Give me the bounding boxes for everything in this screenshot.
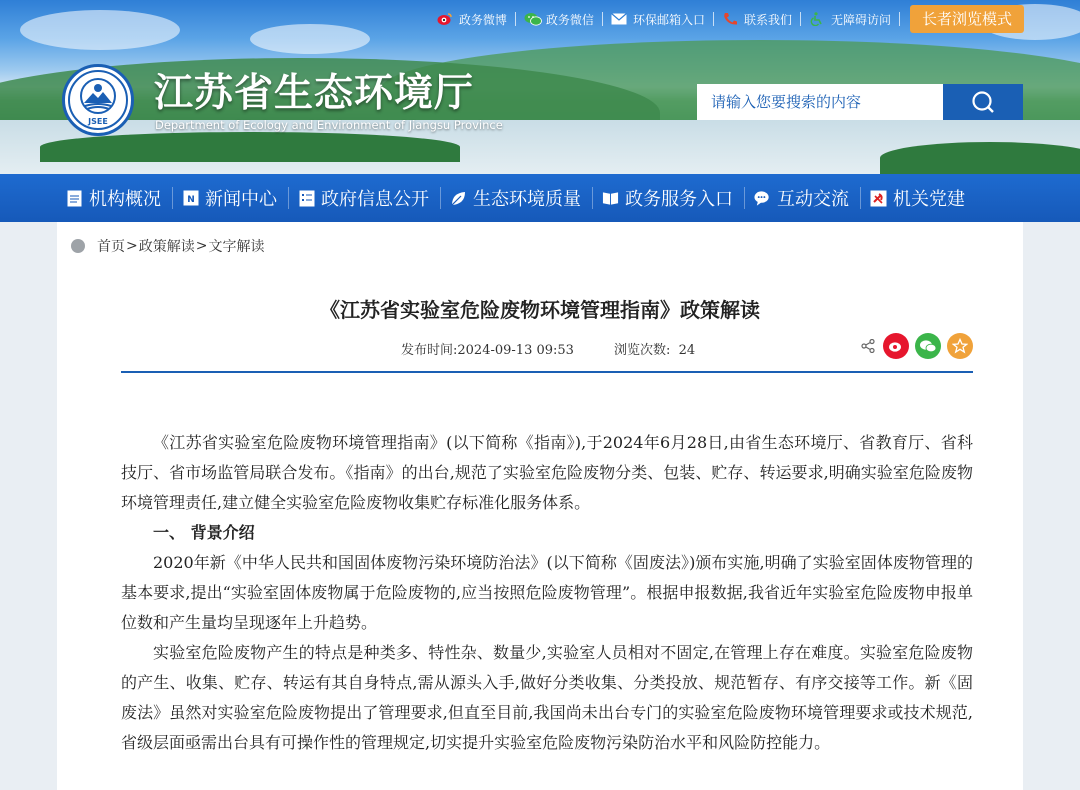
breadcrumb-separator: >	[195, 238, 208, 254]
news-icon	[182, 190, 199, 207]
leaf-icon	[450, 190, 467, 207]
search-box	[697, 84, 1023, 120]
nav-item-news[interactable]	[182, 187, 289, 209]
jsee-emblem-icon	[67, 69, 129, 131]
weibo-icon	[437, 12, 453, 26]
nav-item-party[interactable]	[870, 187, 976, 209]
breadcrumb	[71, 236, 264, 256]
publish-time: 发布时间:2024-09-13 09:53	[401, 343, 574, 358]
wechat-link-label: 政务微信	[545, 12, 594, 27]
weibo-link-label: 政务微博	[458, 12, 507, 27]
site-subtitle: Department of Ecology and Environment of Jiangsu Province	[155, 118, 503, 132]
title-divider	[121, 371, 973, 373]
nav-item-label: 互动交流	[777, 189, 849, 210]
share-bar	[853, 333, 973, 359]
nav-item-label: 政府信息公开	[321, 189, 429, 210]
cloud-decoration	[250, 24, 370, 54]
share-icon[interactable]	[859, 333, 877, 359]
article-body	[121, 428, 973, 758]
document-icon	[66, 190, 83, 207]
article-title: 《江苏省实验室危险废物环境管理指南》政策解读	[320, 298, 760, 322]
wechat-icon	[524, 12, 540, 26]
accessibility-icon	[809, 12, 825, 26]
elder-mode-button[interactable]: 长者浏览模式	[910, 5, 1024, 33]
nav-item-organization[interactable]	[66, 187, 173, 209]
party-icon	[870, 190, 887, 207]
wechat-link[interactable]	[516, 12, 603, 26]
nav-item-info-disclosure[interactable]	[298, 187, 441, 209]
breadcrumb-policy[interactable]: 政策解读	[138, 239, 195, 255]
nav-item-label: 新闻中心	[205, 189, 277, 210]
accessibility-link[interactable]	[801, 12, 900, 26]
breadcrumb-text[interactable]: 文字解读	[208, 239, 265, 255]
header-banner	[0, 0, 1080, 174]
site-title: 江苏省生态环境厅	[154, 70, 475, 116]
weibo-link[interactable]	[429, 12, 516, 26]
main-nav	[0, 174, 1080, 222]
book-icon	[602, 190, 619, 207]
phone-icon	[722, 12, 738, 26]
location-dot-icon	[71, 239, 85, 253]
nav-item-label: 政务服务入口	[625, 189, 733, 210]
island-decoration	[40, 132, 460, 162]
nav-item-interaction[interactable]	[754, 187, 861, 209]
nav-item-label: 机构概况	[89, 189, 161, 210]
cloud-decoration	[20, 10, 180, 50]
breadcrumb-separator: >	[126, 238, 138, 254]
article-paragraph: 《江苏省实验室危险废物环境管理指南》(以下简称《指南》),于2024年6月28日,由省生态环境厅、省教育厅、省科技厅、省市场监管局联合发布。《指南》的出台,规范了实验室危险废物分类、包装、贮存、转运要求,明确实验室危险废物环境管理责任,建立健全实验室危险废物收集贮存标准化服务体系。	[121, 433, 973, 512]
accessibility-link-label: 无障碍访问	[830, 12, 891, 27]
content-panel	[57, 222, 1023, 790]
contact-link-label: 联系我们	[743, 12, 792, 27]
svg-text:N: N	[186, 195, 195, 205]
article-paragraph: 2020年新《中华人民共和国固体废物污染环境防治法》(以下简称《固废法》)颁布实施,明确了实验室固体废物管理的基本要求,提出“实验室固体废物属于危险废物的,应当按照危险废物管理”。根据申报数据,我省近年实验室危险废物申报单位数和产生量均呈现逐年上升趋势。	[121, 553, 973, 632]
mail-link-label: 环保邮箱入口	[632, 12, 705, 27]
search-input[interactable]	[697, 84, 943, 120]
chat-icon	[754, 190, 771, 207]
breadcrumb-home[interactable]: 首页	[97, 239, 125, 255]
mail-link[interactable]	[603, 12, 714, 26]
nav-item-eco-quality[interactable]	[450, 187, 593, 209]
nav-item-label: 生态环境质量	[473, 189, 581, 210]
favorite-icon[interactable]	[947, 333, 973, 359]
list-icon	[298, 190, 315, 207]
article-paragraph: 实验室危险废物产生的特点是种类多、特性杂、数量少,实验室人员相对不固定,在管理上存在难度。实验室危险废物的产生、收集、贮存、转运有其自身特点,需从源头入手,做好分类收集、分类投放、规范暂存、有序交接等工作。新《固废法》虽然对实验室危险废物提出了管理要求,但直至目前,我国尚未出台专门的实验室危险废物环境管理要求或技术规范,省级层面亟需出台具有可操作性的管理规定,切实提升实验室危险废物污染防治水平和风险防控能力。	[121, 643, 973, 752]
view-count: 浏览次数: 24	[613, 343, 696, 358]
site-logo[interactable]	[62, 64, 134, 136]
svg-text:JSEE: JSEE	[88, 117, 108, 126]
nav-item-label: 机关党建	[893, 189, 965, 210]
share-wechat-icon[interactable]	[915, 333, 941, 359]
island-decoration	[880, 142, 1080, 174]
top-utility-bar	[429, 6, 1024, 32]
share-weibo-icon[interactable]	[883, 333, 909, 359]
article-meta	[401, 339, 695, 358]
nav-item-services[interactable]	[602, 187, 745, 209]
contact-link[interactable]	[714, 12, 801, 26]
search-icon	[970, 89, 996, 115]
search-button[interactable]	[943, 84, 1023, 120]
mail-icon	[611, 12, 627, 26]
section-heading: 一、 背景介绍	[153, 523, 255, 542]
